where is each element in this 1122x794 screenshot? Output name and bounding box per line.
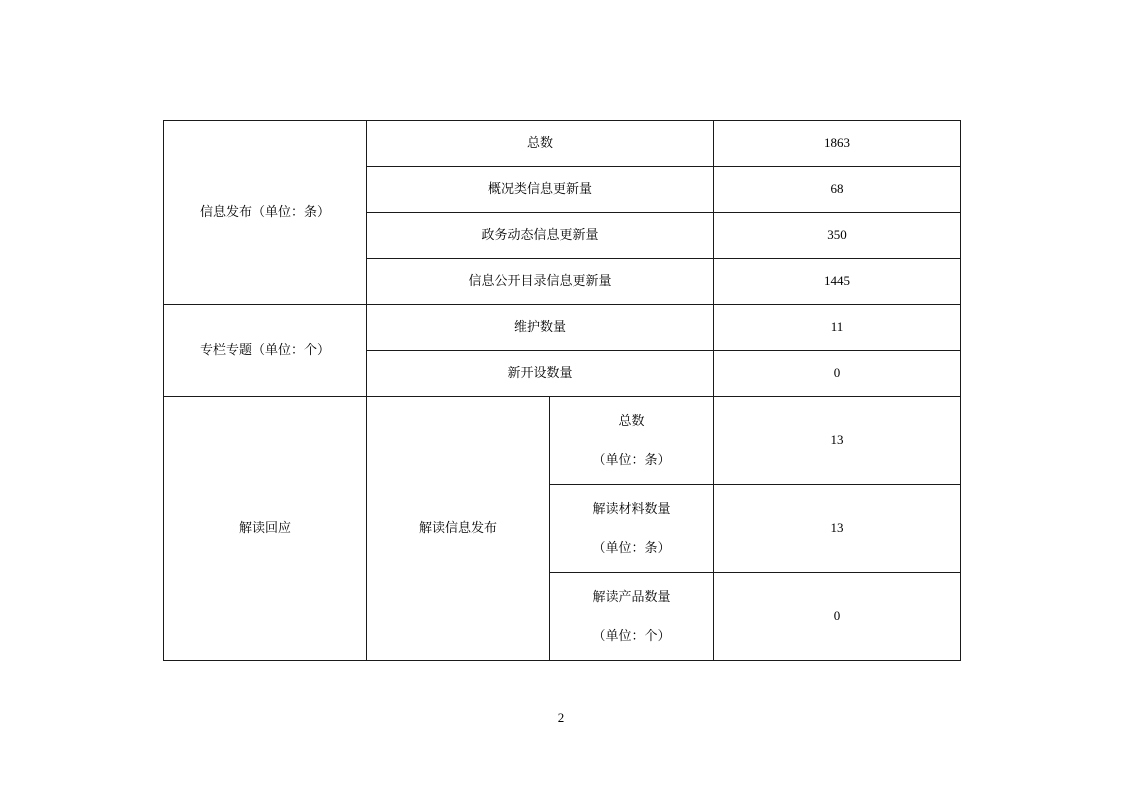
item-label: 总数 [618, 412, 645, 428]
item-label: 政务动态信息更新量 [367, 213, 714, 259]
item-value: 13 [714, 397, 961, 485]
item-value: 13 [714, 485, 961, 573]
item-value: 11 [714, 305, 961, 351]
item-value: 1445 [714, 259, 961, 305]
item-label: 概况类信息更新量 [367, 167, 714, 213]
item-label: 解读材料数量 [592, 500, 671, 516]
section-label-information-release: 信息发布（单位：条） [164, 121, 367, 305]
item-unit: （单位：条） [592, 539, 671, 555]
item-unit: （单位：个） [592, 627, 671, 643]
section-label-interpretation-response: 解读回应 [164, 397, 367, 661]
item-label-cell [550, 485, 714, 573]
item-value: 0 [714, 573, 961, 661]
item-label: 信息公开目录信息更新量 [367, 259, 714, 305]
table-row [164, 397, 961, 485]
item-value: 1863 [714, 121, 961, 167]
item-value: 0 [714, 351, 961, 397]
item-label-cell [550, 573, 714, 661]
table-row [164, 121, 961, 167]
page-number: 2 [557, 710, 565, 725]
subgroup-label-interpretation-release: 解读信息发布 [367, 397, 550, 661]
item-label-cell [550, 397, 714, 485]
government-disclosure-table [163, 120, 961, 661]
item-unit: （单位：条） [592, 451, 671, 467]
item-label: 总数 [367, 121, 714, 167]
item-label: 新开设数量 [367, 351, 714, 397]
item-label: 维护数量 [367, 305, 714, 351]
table-row [164, 305, 961, 351]
item-label: 解读产品数量 [592, 588, 671, 604]
item-value: 350 [714, 213, 961, 259]
item-value: 68 [714, 167, 961, 213]
section-label-special-columns: 专栏专题（单位：个） [164, 305, 367, 397]
